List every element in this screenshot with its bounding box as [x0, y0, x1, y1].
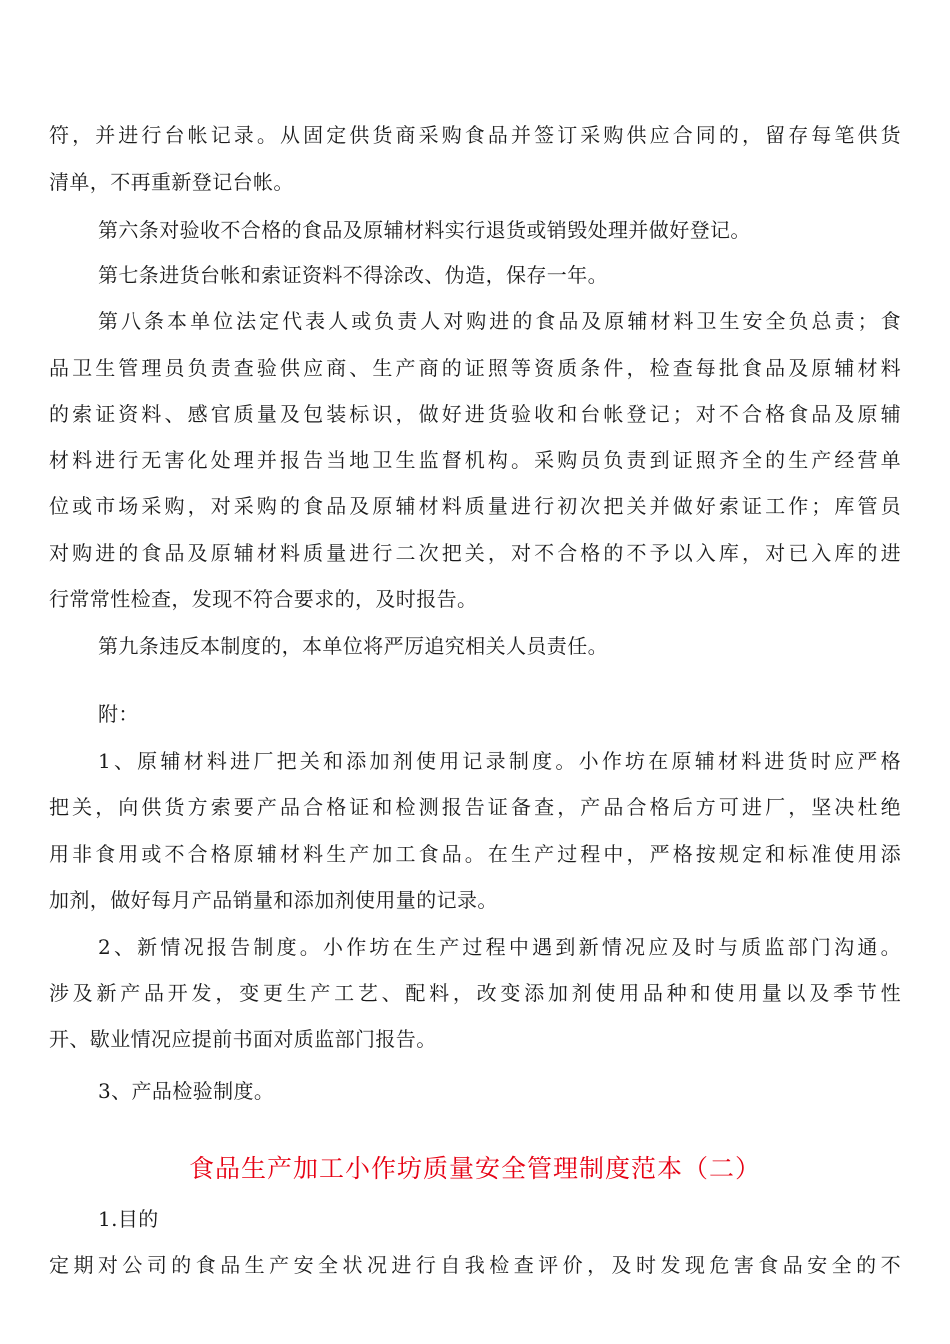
paragraph-line: 符，并进行台帐记录。从固定供货商采购食品并签订采购供应合同的，留存每笔供货	[49, 123, 901, 147]
paragraph-line: 行常常性检查，发现不符合要求的，及时报告。	[49, 587, 478, 611]
paragraph-line: 对购进的食品及原辅材料质量进行二次把关，对不合格的不予以入库，对已入库的进	[49, 541, 901, 565]
section-title: 食品生产加工小作坊质量安全管理制度范本（二）	[188, 1154, 761, 1183]
paragraph-line: 加剂，做好每月产品销量和添加剂使用量的记录。	[49, 888, 498, 912]
paragraph-line: 用非食用或不合格原辅材料生产加工食品。在生产过程中，严格按规定和标准使用添	[49, 842, 901, 866]
paragraph-line: 把关，向供货方索要产品合格证和检测报告证备查，产品合格后方可进厂，坚决杜绝	[49, 795, 901, 819]
paragraph-line: 的索证资料、感官质量及包装标识，做好进货验收和台帐登记；对不合格食品及原辅	[49, 402, 901, 426]
paragraph-line: 1.目的	[98, 1207, 159, 1231]
paragraph-line: 第七条进货台帐和索证资料不得涂改、伪造，保存一年。	[98, 263, 608, 287]
paragraph-line: 清单，不再重新登记台帐。	[49, 170, 294, 194]
paragraph-line: 位或市场采购，对采购的食品及原辅材料质量进行初次把关并做好索证工作；库管员	[49, 494, 901, 518]
paragraph-line: 第九条违反本制度的，本单位将严厉追究相关人员责任。	[98, 634, 608, 658]
paragraph-line: 材料进行无害化处理并报告当地卫生监督机构。采购员负责到证照齐全的生产经营单	[49, 448, 901, 472]
paragraph-line: 开、歇业情况应提前书面对质监部门报告。	[49, 1027, 437, 1051]
paragraph-line: 第六条对验收不合格的食品及原辅材料实行退货或销毁处理并做好登记。	[98, 218, 751, 242]
paragraph-line: 涉及新产品开发，变更生产工艺、配料，改变添加剂使用品种和使用量以及季节性	[49, 981, 901, 1005]
paragraph-line: 附：	[98, 702, 139, 726]
paragraph-line: 2、新情况报告制度。小作坊在生产过程中遇到新情况应及时与质监部门沟通。	[98, 935, 901, 959]
paragraph-line: 第八条本单位法定代表人或负责人对购进的食品及原辅材料卫生安全负总责；食	[98, 309, 901, 333]
paragraph-line: 1、原辅材料进厂把关和添加剂使用记录制度。小作坊在原辅材料进货时应严格	[98, 749, 901, 773]
paragraph-line: 3、产品检验制度。	[98, 1079, 275, 1103]
paragraph-line: 品卫生管理员负责查验供应商、生产商的证照等资质条件，检查每批食品及原辅材料	[49, 356, 901, 380]
paragraph-line: 定期对公司的食品生产安全状况进行自我检查评价，及时发现危害食品安全的不	[49, 1253, 901, 1277]
